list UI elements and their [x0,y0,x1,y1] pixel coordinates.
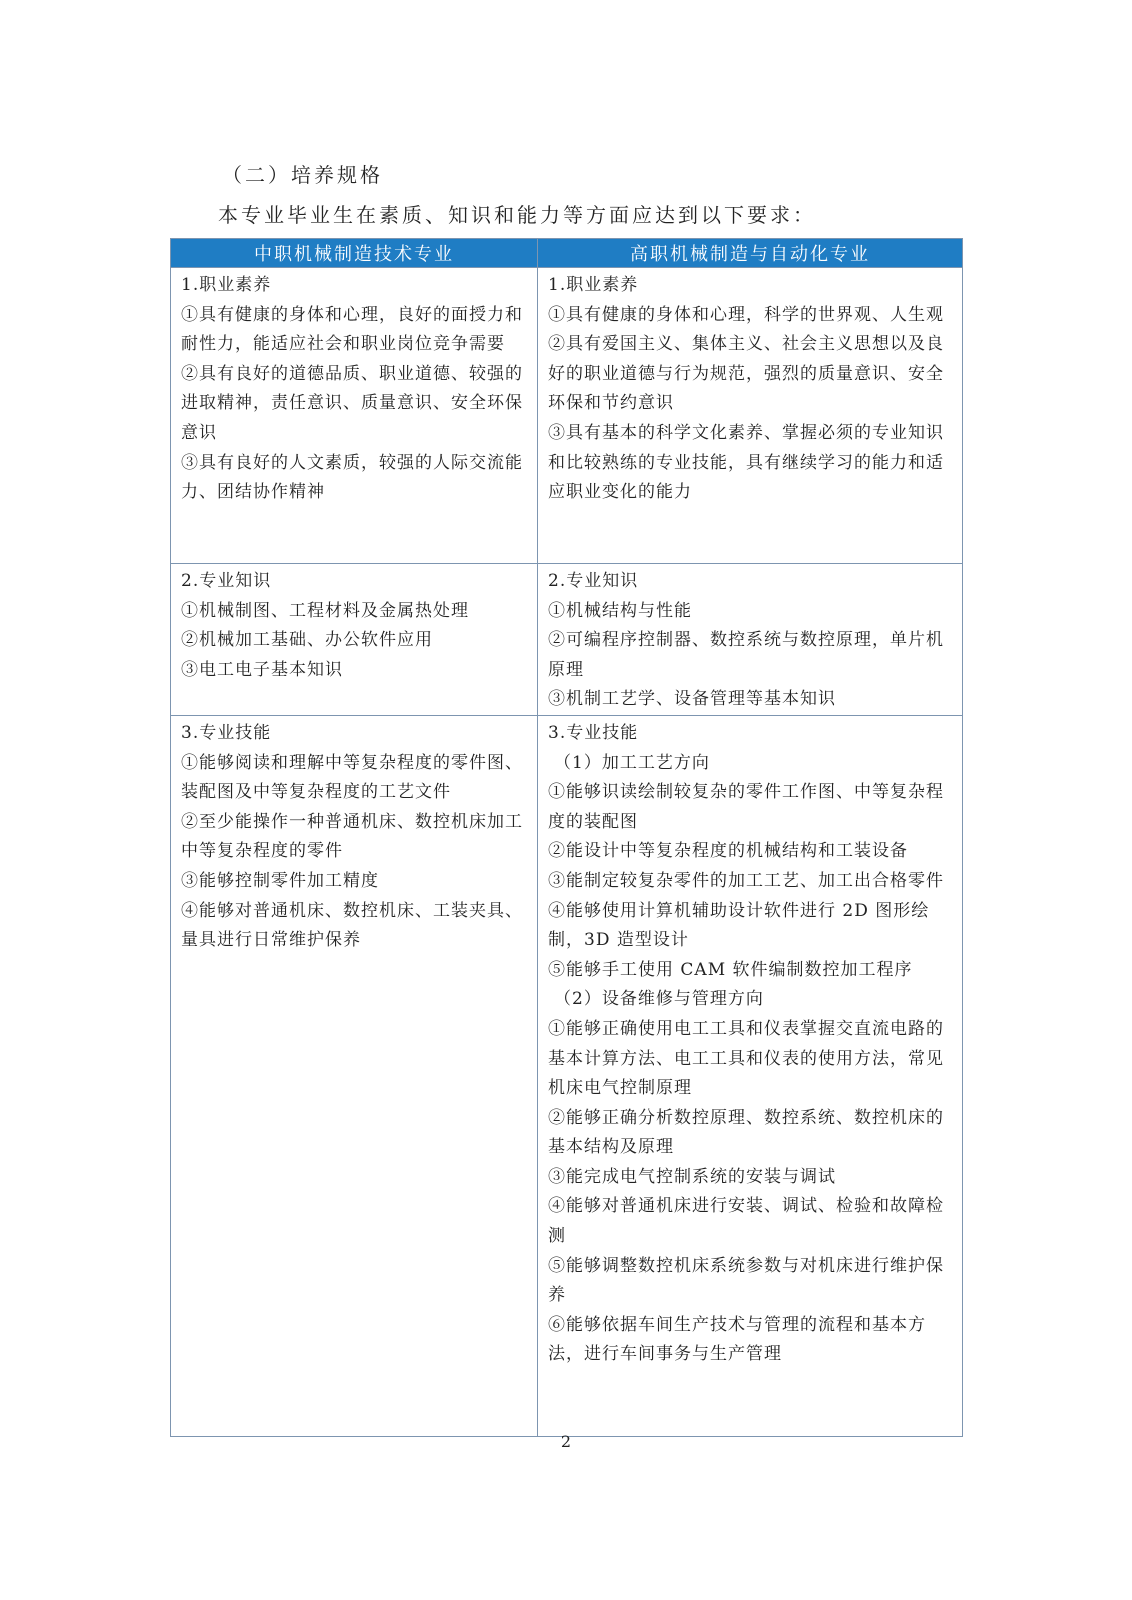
line: 3.专业技能 [181,722,272,743]
line: ③具有良好的人文素质，较强的人际交流能力、团结协作精神 [181,452,523,503]
line: ④能够对普通机床、数控机床、工装夹具、量具进行日常维护保养 [181,900,523,951]
line: 1.职业素养 [181,275,272,295]
line: ③能完成电气控制系统的安装与调试 [548,1166,836,1187]
line: ③电工电子基本知识 [181,659,343,680]
line: ①具有健康的身体和心理，良好的面授力和耐性力，能适应社会和职业岗位竞争需要 [181,304,523,355]
line: ①机械结构与性能 [548,600,692,621]
line: 2.专业知识 [181,571,272,591]
header-secondary-vocational: 中职机械制造技术专业 [171,239,538,268]
line: 1.职业素养 [548,275,639,295]
page-number: 2 [560,1432,572,1451]
section-heading: （二）培养规格 [222,163,383,187]
intro-paragraph: 本专业毕业生在素质、知识和能力等方面应达到以下要求： [218,203,816,227]
line: ②可编程序控制器、数控系统与数控原理，单片机原理 [548,630,944,680]
line: ⑤能够手工使用 CAM 软件编制数控加工程序 [548,959,913,980]
line: ⑥能够依据车间生产技术与管理的流程和基本方法，进行车间事务与生产管理 [548,1314,926,1365]
cell-left-skills [171,715,538,1436]
line: ②具有爱国主义、集体主义、社会主义思想以及良好的职业道德与行为规范，强烈的质量意识、安全环保和节约意识 [548,334,944,414]
line: ①机械制图、工程材料及金属热处理 [181,600,469,621]
line: ①能够阅读和理解中等复杂程度的零件图、装配图及中等复杂程度的工艺文件 [181,752,523,803]
line: ②具有良好的道德品质、职业道德、较强的进取精神，责任意识、质量意识、安全环保意识 [181,363,523,443]
line: ④能够对普通机床进行安装、调试、检验和故障检测 [548,1196,944,1247]
line: ②至少能操作一种普通机床、数控机床加工中等复杂程度的零件 [181,811,523,862]
table-row-professional-knowledge [171,564,963,716]
training-spec-table [170,238,963,1437]
table-row-professional-skills [171,715,963,1436]
line: 3.专业技能 [548,722,639,743]
line: ④能够使用计算机辅助设计软件进行 2D 图形绘制，3D 造型设计 [548,900,930,951]
cell-left-knowledge [171,564,538,716]
line: （2）设备维修与管理方向 [554,989,764,1010]
line: ①能够识读绘制较复杂的零件工作图、中等复杂程度的装配图 [548,782,944,832]
cell-right-knowledge [538,564,963,716]
cell-right-qualities [538,268,963,564]
cell-right-skills [538,715,963,1436]
line: ②机械加工基础、办公软件应用 [181,630,433,651]
line: ③能制定较复杂零件的加工工艺、加工出合格零件 [548,870,944,891]
cell-left-qualities [171,268,538,564]
line: （1）加工工艺方向 [554,752,710,773]
header-higher-vocational: 高职机械制造与自动化专业 [538,239,963,268]
line: ⑤能够调整数控机床系统参数与对机床进行维护保养 [548,1255,944,1306]
line: ①能够正确使用电工工具和仪表掌握交直流电路的基本计算方法、电工工具和仪表的使用方法，常见机床电气控制原理 [548,1018,944,1099]
table-row-professional-qualities [171,268,963,564]
line: ①具有健康的身体和心理，科学的世界观、人生观 [548,304,944,325]
table-header-row [171,239,963,268]
line: ②能设计中等复杂程度的机械结构和工装设备 [548,841,908,862]
line: ②能够正确分析数控原理、数控系统、数控机床的基本结构及原理 [548,1107,944,1158]
line: ③具有基本的科学文化素养、掌握必须的专业知识和比较熟练的专业技能，具有继续学习的能力和适应职业变化的能力 [548,422,944,503]
line: ③能够控制零件加工精度 [181,870,379,891]
line: 2.专业知识 [548,571,639,591]
line: ③机制工艺学、设备管理等基本知识 [548,689,836,710]
